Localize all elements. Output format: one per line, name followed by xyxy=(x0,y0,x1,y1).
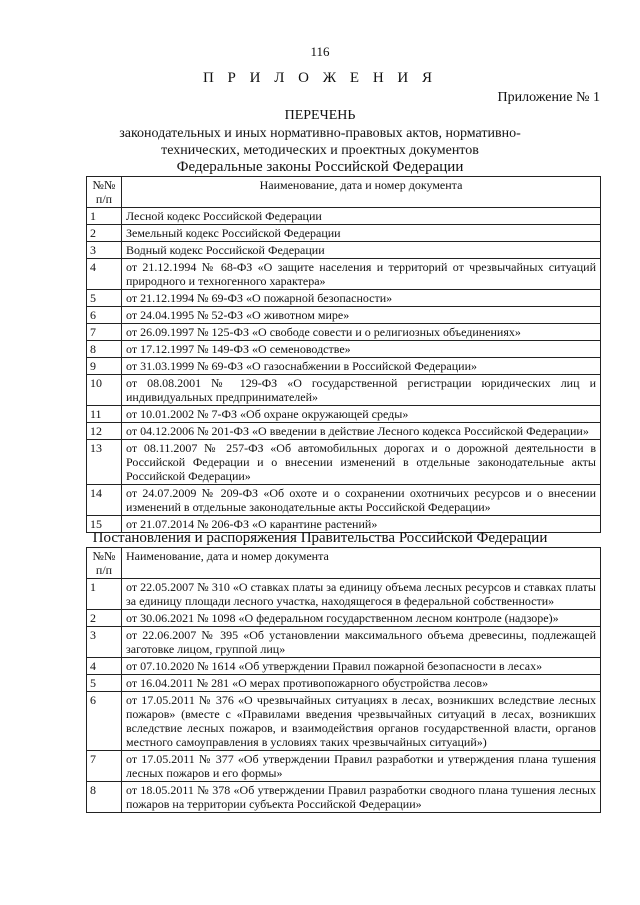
table-row xyxy=(87,579,601,610)
row-number: 3 xyxy=(87,627,122,658)
document-description: от 21.12.1994 № 68-ФЗ «О защите населения и территорий от чрезвычайных ситуаций природного и техногенного характера» xyxy=(122,259,601,290)
row-number: 8 xyxy=(87,341,122,358)
document-description: от 22.05.2007 № 310 «О ставках платы за единицу объема лесных ресурсов и ставках платы за единицу площади лесного участка, находящегося в федеральной собственности» xyxy=(122,579,601,610)
list-title: ПЕРЕЧЕНЬ xyxy=(284,108,356,123)
row-number: 8 xyxy=(87,782,122,813)
table-row xyxy=(87,290,601,307)
document-description: от 17.05.2011 № 377 «Об утверждении Правил разработки и утверждения плана тушения лесных пожаров и его формы» xyxy=(122,751,601,782)
table-row xyxy=(87,485,601,516)
document-description: Водный кодекс Российской Федерации xyxy=(122,242,601,259)
row-number: 15 xyxy=(87,516,122,533)
row-number: 4 xyxy=(87,259,122,290)
table-row xyxy=(87,627,601,658)
row-number: 14 xyxy=(87,485,122,516)
document-description: от 08.08.2001 № 129-ФЗ «О государственной регистрации юридических лиц и индивидуальных предпринимателей» xyxy=(122,375,601,406)
row-number: 5 xyxy=(87,675,122,692)
row-number: 9 xyxy=(87,358,122,375)
table-row xyxy=(87,307,601,324)
document-description: от 24.07.2009 № 209-ФЗ «Об охоте и о сохранении охотничьих ресурсов и о внесении изменений в отдельные законодательные акты Российской Федерации» xyxy=(122,485,601,516)
row-number: 3 xyxy=(87,242,122,259)
row-number: 2 xyxy=(87,610,122,627)
row-number: 7 xyxy=(87,324,122,341)
page-number: 116 xyxy=(310,44,330,59)
row-number: 4 xyxy=(87,658,122,675)
document-description: от 22.06.2007 № 395 «Об установлении максимального объема древесины, подлежащей заготовке лицом, группой лиц» xyxy=(122,627,601,658)
government-acts-table xyxy=(86,547,601,813)
column-header-number: №№ п/п xyxy=(87,548,122,579)
document-description: от 10.01.2002 № 7-ФЗ «Об охране окружающей среды» xyxy=(122,406,601,423)
table-header-row xyxy=(87,177,601,208)
table-row xyxy=(87,341,601,358)
document-description: Земельный кодекс Российской Федерации xyxy=(122,225,601,242)
table-row xyxy=(87,423,601,440)
table-row xyxy=(87,259,601,290)
row-number: 7 xyxy=(87,751,122,782)
table-row xyxy=(87,242,601,259)
column-header-name: Наименование, дата и номер документа xyxy=(122,548,601,579)
table-row xyxy=(87,208,601,225)
document-description: от 17.12.1997 № 149-ФЗ «О семеноводстве» xyxy=(122,341,601,358)
row-number: 12 xyxy=(87,423,122,440)
section-title-government-acts: Постановления и распоряжения Правительства Российской Федерации xyxy=(92,530,548,546)
list-subtitle: законодательных и иных нормативно-правовых актов, нормативно-технических, методических и проектных документов xyxy=(119,126,521,158)
table-row xyxy=(87,375,601,406)
document-description: от 17.05.2011 № 376 «О чрезвычайных ситуациях в лесах, возникших вследствие лесных пожаров» (вместе с «Правилами введения чрезвычайных ситуаций в лесах, возникших вследствие лесных пожаров, и взаимодействия органов государственной власти, органов местного самоуправления в условиях таких чрезвычайных ситуаций») xyxy=(122,692,601,751)
table-row xyxy=(87,358,601,375)
document-description: от 21.07.2014 № 206-ФЗ «О карантине растений» xyxy=(122,516,601,533)
row-number: 11 xyxy=(87,406,122,423)
document-description: от 16.04.2011 № 281 «О мерах противопожарного обустройства лесов» xyxy=(122,675,601,692)
table-row xyxy=(87,692,601,751)
table-row xyxy=(87,751,601,782)
row-number: 5 xyxy=(87,290,122,307)
table-row xyxy=(87,440,601,485)
appendices-heading: П Р И Л О Ж Е Н И Я xyxy=(202,70,438,86)
table-row xyxy=(87,406,601,423)
row-number: 1 xyxy=(87,579,122,610)
document-description: от 26.09.1997 № 125-ФЗ «О свободе совести и о религиозных объединениях» xyxy=(122,324,601,341)
table-row xyxy=(87,782,601,813)
column-header-name: Наименование, дата и номер документа xyxy=(122,177,601,208)
column-header-number: №№ п/п xyxy=(87,177,122,208)
table-row xyxy=(87,658,601,675)
row-number: 2 xyxy=(87,225,122,242)
document-description: от 24.04.1995 № 52-ФЗ «О животном мире» xyxy=(122,307,601,324)
federal-laws-table xyxy=(86,176,601,533)
table-row xyxy=(87,675,601,692)
federal-laws-table-body xyxy=(87,177,601,533)
document-description: Лесной кодекс Российской Федерации xyxy=(122,208,601,225)
document-description: от 18.05.2011 № 378 «Об утверждении Правил разработки сводного плана тушения лесных пожаров на территории субъекта Российской Федерации» xyxy=(122,782,601,813)
document-description: от 30.06.2021 № 1098 «О федеральном государственном лесном контроле (надзоре)» xyxy=(122,610,601,627)
document-description: от 07.10.2020 № 1614 «Об утверждении Правил пожарной безопасности в лесах» xyxy=(122,658,601,675)
government-acts-table-body xyxy=(87,548,601,813)
table-row xyxy=(87,610,601,627)
table-header-row xyxy=(87,548,601,579)
row-number: 6 xyxy=(87,307,122,324)
table-row xyxy=(87,324,601,341)
document-description: от 21.12.1994 № 69-ФЗ «О пожарной безопасности» xyxy=(122,290,601,307)
row-number: 10 xyxy=(87,375,122,406)
table-row xyxy=(87,225,601,242)
section-title-federal-laws: Федеральные законы Российской Федерации xyxy=(176,159,464,175)
row-number: 13 xyxy=(87,440,122,485)
document-description: от 04.12.2006 № 201-ФЗ «О введении в действие Лесного кодекса Российской Федерации» xyxy=(122,423,601,440)
appendix-number: Приложение № 1 xyxy=(497,90,600,105)
row-number: 1 xyxy=(87,208,122,225)
document-description: от 08.11.2007 № 257-ФЗ «Об автомобильных дорогах и о дорожной деятельности в Российской Федерации и о внесении изменений в отдельные законодательные акты Российской Федерации» xyxy=(122,440,601,485)
document-description: от 31.03.1999 № 69-ФЗ «О газоснабжении в Российской Федерации» xyxy=(122,358,601,375)
row-number: 6 xyxy=(87,692,122,751)
